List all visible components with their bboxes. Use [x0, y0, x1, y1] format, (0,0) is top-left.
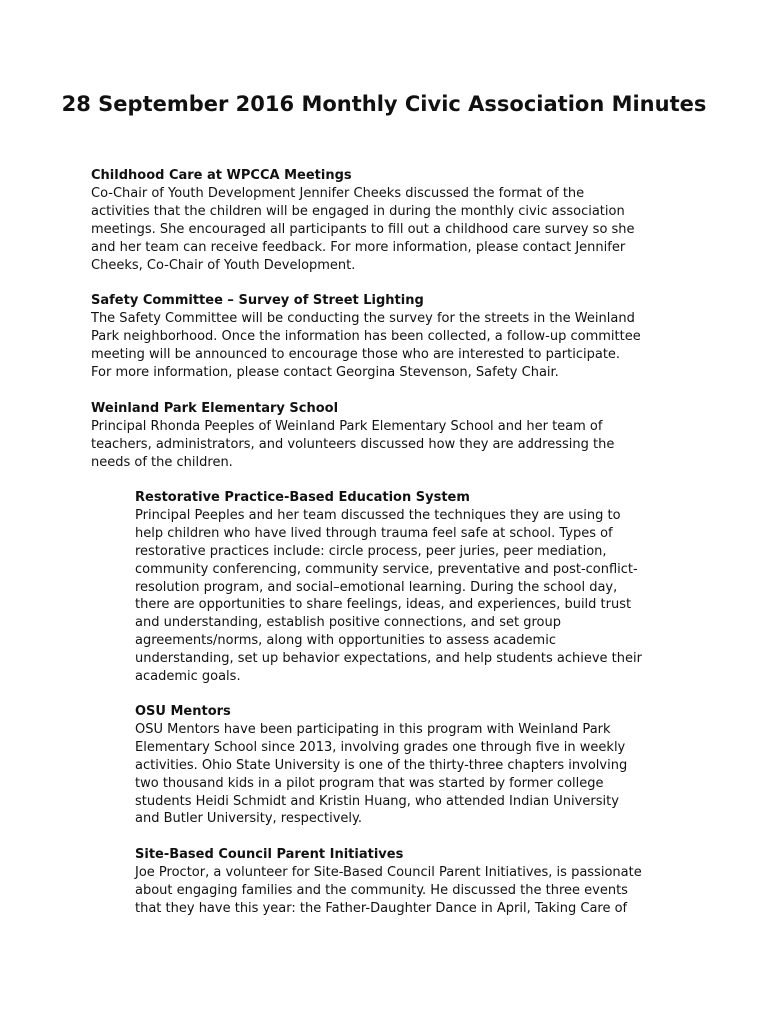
section-body [135, 507, 675, 686]
text-line: academic goals. [135, 669, 241, 685]
text-line: agreements/norms, along with opportunities to assess academic [135, 633, 556, 649]
text-line: Park neighborhood. Once the information has been collected, a follow-up committee [91, 328, 641, 344]
text-line: Elementary School since 2013, involving grades one through five in weekly [135, 739, 626, 755]
section-heading: Safety Committee – Survey of Street Lighting [91, 293, 424, 308]
section-body [135, 864, 675, 918]
text-line: activities. Ohio State University is one of the thirty-three chapters involving [135, 757, 628, 773]
text-line: two thousand kids in a pilot program that was started by former college [135, 775, 604, 791]
text-line: For more information, please contact Georgina Stevenson, Safety Chair. [91, 364, 559, 380]
subsection-parent-initiatives [135, 846, 675, 918]
subsection-osu-mentors [135, 703, 675, 828]
section-safety-committee [91, 292, 686, 382]
text-line: that they have this year: the Father-Daughter Dance in April, Taking Care of [135, 900, 628, 916]
page-title: 28 September 2016 Monthly Civic Association Minutes [61, 92, 707, 116]
text-line: meeting will be announced to encourage those who are interested to participate. [91, 346, 621, 362]
text-line: Principal Peeples and her team discussed the techniques they are using to [135, 507, 621, 523]
text-line: about engaging families and the community. He discussed the three events [135, 882, 628, 898]
section-body [135, 721, 675, 828]
text-line: Cheeks, Co-Chair of Youth Development. [91, 257, 356, 273]
section-heading: Childhood Care at WPCCA Meetings [91, 168, 352, 183]
text-line: and understanding, establish positive connections, and set group [135, 615, 561, 631]
text-line: meetings. She encouraged all participants to fill out a childhood care survey so she [91, 221, 635, 237]
section-heading: Restorative Practice-Based Education System [135, 490, 470, 505]
text-line: teachers, administrators, and volunteers discussed how they are addressing the [91, 436, 615, 452]
text-line: Co-Chair of Youth Development Jennifer Cheeks discussed the format of the [91, 185, 585, 201]
text-line: and Butler University, respectively. [135, 811, 362, 827]
section-childhood-care [91, 167, 686, 274]
section-heading: OSU Mentors [135, 704, 231, 719]
text-line: Principal Rhonda Peeples of Weinland Park Elementary School and her team of [91, 418, 603, 434]
section-body [91, 310, 686, 382]
text-line: students Heidi Schmidt and Kristin Huang, who attended Indian University [135, 793, 619, 809]
text-line: OSU Mentors have been participating in this program with Weinland Park [135, 721, 611, 737]
text-line: restorative practices include: circle process, peer juries, peer mediation, [135, 543, 607, 559]
text-line: needs of the children. [91, 454, 233, 470]
section-heading: Site-Based Council Parent Initiatives [135, 847, 404, 862]
section-body [91, 185, 686, 275]
section-heading: Weinland Park Elementary School [91, 401, 339, 416]
text-line: help children who have lived through trauma feel safe at school. Types of [135, 525, 613, 541]
text-line: and her team can receive feedback. For more information, please contact Jennifer [91, 239, 626, 255]
text-line: The Safety Committee will be conducting the survey for the streets in the Weinland [91, 310, 635, 326]
section-elementary-school [91, 400, 686, 472]
section-body [91, 418, 686, 472]
text-line: community conferencing, community service, preventative and post-conflict- [135, 561, 638, 577]
text-line: resolution program, and social–emotional learning. During the school day, [135, 579, 618, 595]
text-line: activities that the children will be engaged in during the monthly civic association [91, 203, 625, 219]
text-line: there are opportunities to share feelings, ideas, and experiences, build trust [135, 597, 632, 613]
text-line: Joe Proctor, a volunteer for Site-Based Council Parent Initiatives, is passionate [135, 864, 642, 880]
text-line: understanding, set up behavior expectations, and help students achieve their [135, 651, 642, 667]
subsection-restorative-practice [135, 489, 675, 686]
